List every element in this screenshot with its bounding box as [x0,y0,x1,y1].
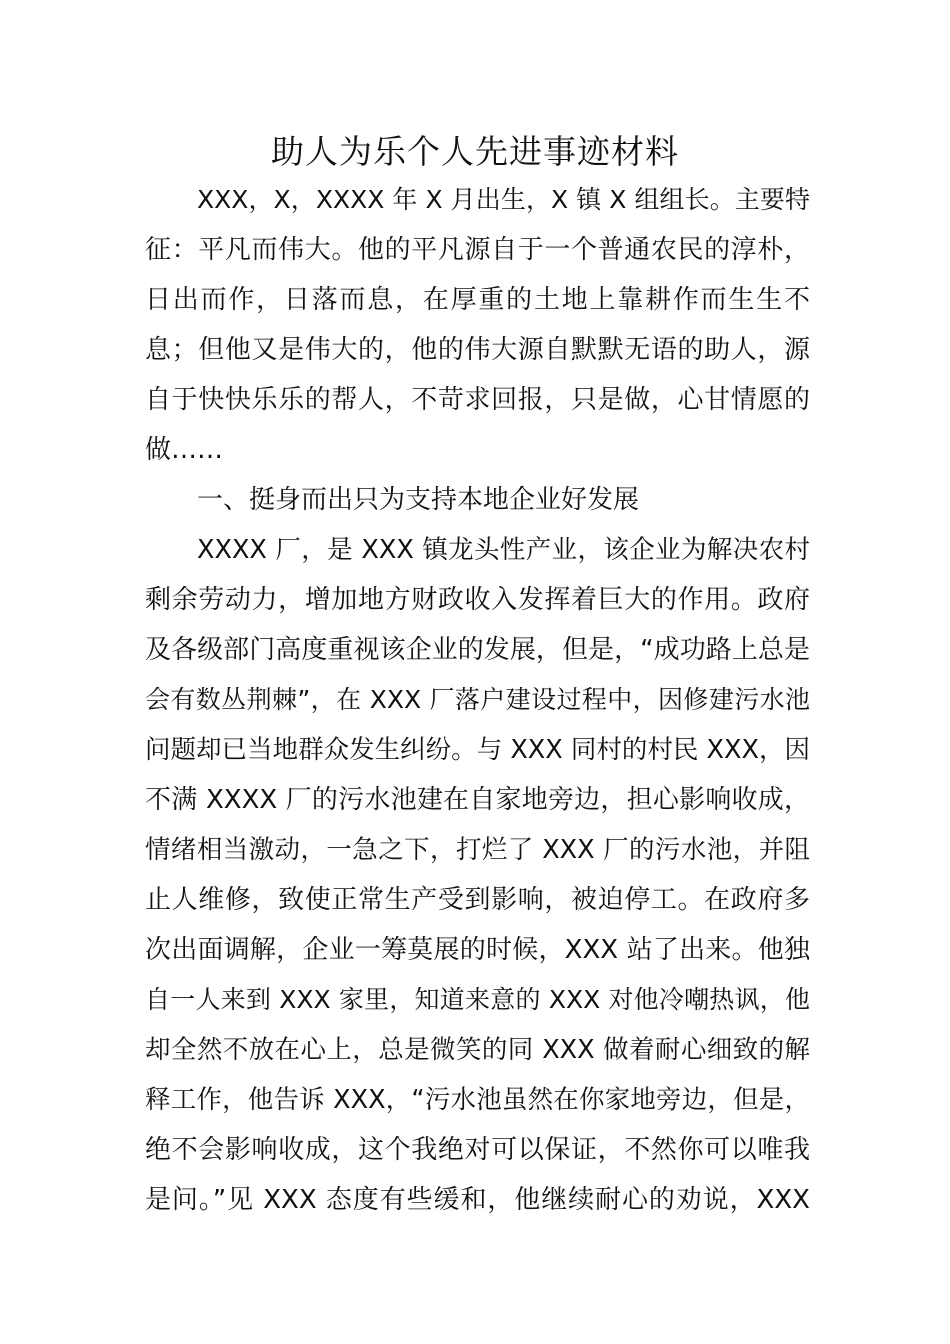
paragraph-1-line-1: XXX，X，XXXX 年 X 月出生，X 镇 X 组组长。主要特 [197,185,810,214]
paragraph-2-line-11: 却全然不放在心上，总是微笑的同 XXX 做着耐心细致的解 [145,1035,810,1065]
paragraph-2-line-10: 自一人来到 XXX 家里，知道来意的 XXX 对他冷嘲热讽，他 [145,985,810,1014]
document-title: 助人为乐个人先进事迹材料 [271,132,679,171]
paragraph-2-line-7: 情绪相当激动，一急之下，打烂了 XXX 厂的污水池，并阻 [145,835,810,865]
paragraph-2-line-4: 会有数丛荆棘”，在 XXX 厂落户建设过程中，因修建污水池 [145,685,810,714]
paragraph-2-line-8: 止人维修，致使正常生产受到影响，被迫停工。在政府多 [145,885,810,915]
paragraph-2-line-14: 是问。”见 XXX 态度有些缓和，他继续耐心的劝说，XXX [145,1185,810,1215]
paragraph-1-line-2: 征：平凡而伟大。他的平凡源自于一个普通农民的淳朴， [145,235,810,265]
paragraph-1-line-5: 自于快快乐乐的帮人，不苛求回报，只是做，心甘情愿的 [145,385,810,415]
paragraph-2-line-2: 剩余劳动力，增加地方财政收入发挥着巨大的作用。政府 [145,585,810,615]
paragraph-2-line-3: 及各级部门高度重视该企业的发展，但是，“成功路上总是 [145,635,810,665]
paragraph-2-line-13: 绝不会影响收成，这个我绝对可以保证，不然你可以唯我 [145,1135,810,1165]
paragraph-2-line-9: 次出面调解，企业一筹莫展的时候，XXX 站了出来。他独 [145,935,810,965]
paragraph-1-line-6: 做…… [145,435,224,465]
paragraph-2-line-5: 问题却已当地群众发生纠纷。与 XXX 同村的村民 XXX，因 [145,735,810,765]
paragraph-2-line-6: 不满 XXXX 厂的污水池建在自家地旁边，担心影响收成， [145,785,810,815]
paragraph-1-line-3: 日出而作，日落而息，在厚重的土地上靠耕作而生生不 [145,285,810,315]
paragraph-1-line-4: 息；但他又是伟大的，他的伟大源自默默无语的助人，源 [145,335,810,365]
paragraph-2-line-12: 释工作，他告诉 XXX，“污水池虽然在你家地旁边，但是， [145,1085,810,1115]
section-heading-1: 一、挺身而出只为支持本地企业好发展 [197,485,640,515]
paragraph-2-line-1: XXXX 厂，是 XXX 镇龙头性产业，该企业为解决农村 [197,535,810,565]
